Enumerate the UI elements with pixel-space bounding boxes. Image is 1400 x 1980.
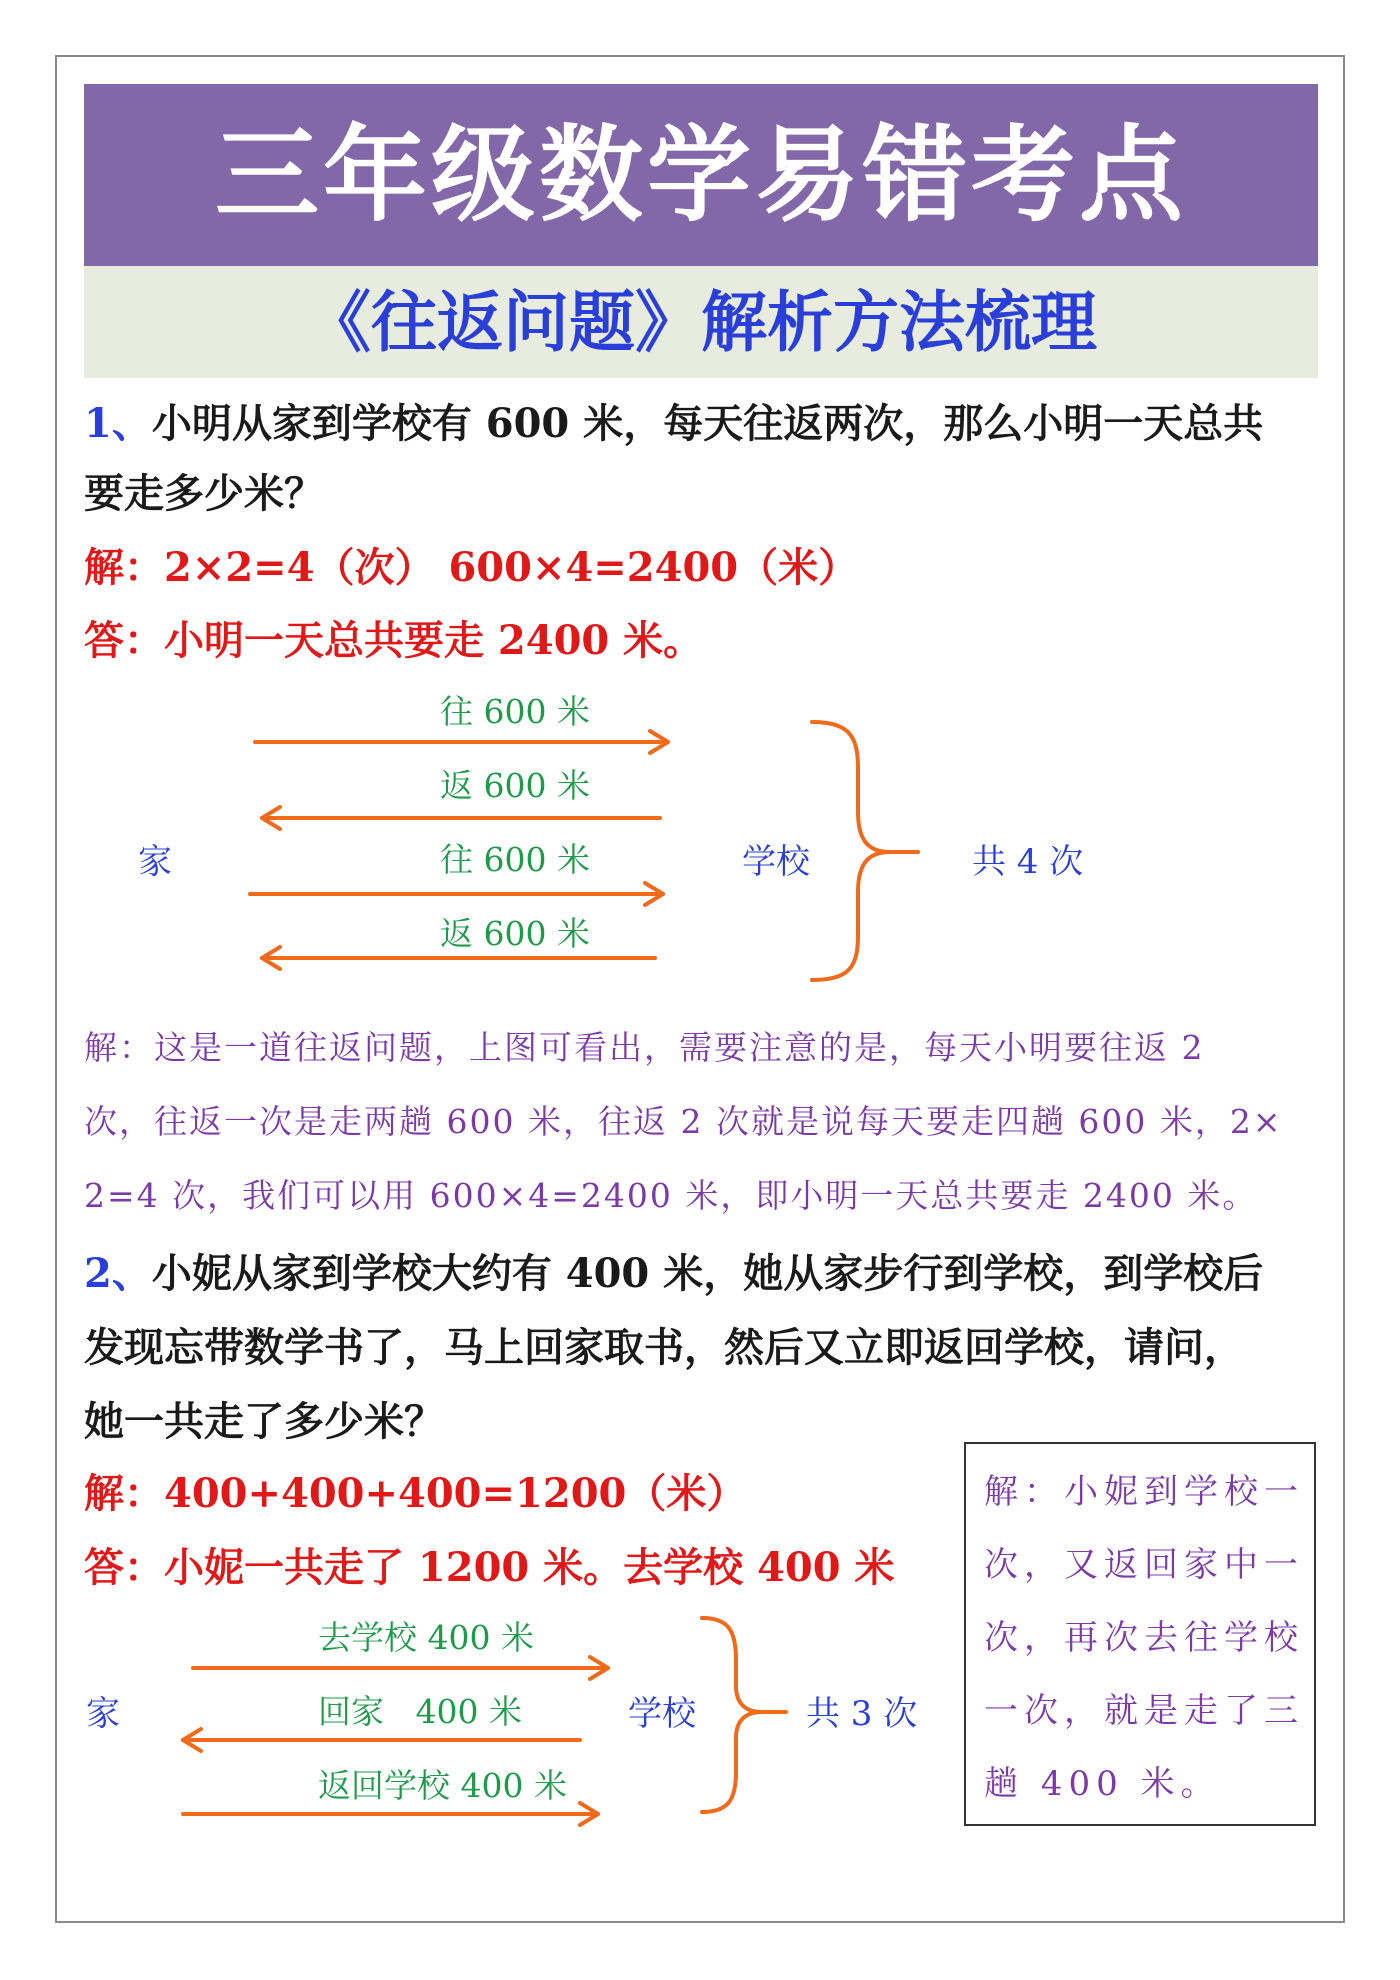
q1-line2: 要走多少米？ bbox=[84, 470, 324, 517]
q2-text-line1: 小妮从家到学校大约有 400 米，她从家步行到学校，到学校后 bbox=[151, 1250, 1264, 1297]
q1-answer: 答：小明一天总共要走 2400 米。 bbox=[84, 617, 704, 664]
page-subtitle: 《往返问题》解析方法梳理 bbox=[84, 266, 1318, 378]
q1-arrow-4 bbox=[262, 947, 655, 969]
q2-home-label: 家 bbox=[86, 1694, 120, 1734]
q2-note-line1: 解：小妮到学校一 bbox=[984, 1472, 1304, 1512]
q1-leg-2-label: 返 600 米 bbox=[440, 766, 590, 805]
q2-school-label: 学校 bbox=[628, 1694, 696, 1734]
q1-leg-1-label: 往 600 米 bbox=[440, 692, 590, 731]
q2-arrow-1 bbox=[193, 1657, 608, 1679]
q2-arrow-3 bbox=[183, 1803, 598, 1825]
q1-brace bbox=[812, 722, 918, 980]
q2-leg-2-label: 回家 400 米 bbox=[318, 1692, 522, 1731]
q1-school-label: 学校 bbox=[742, 842, 810, 882]
q1-arrow-2 bbox=[262, 807, 660, 829]
q2-line2: 发现忘带数学书了，马上回家取书，然后又立即返回学校，请问， bbox=[84, 1324, 1244, 1371]
q2-leg-3-label: 返回学校 400 米 bbox=[318, 1766, 567, 1805]
q1-explain-line2: 次，往返一次是走两趟 600 米，往返 2 次就是说每天要走四趟 600 米，2× bbox=[84, 1102, 1283, 1141]
q2-leg-1-label: 去学校 400 米 bbox=[318, 1618, 534, 1657]
q1-solution: 解：2×2=4（次） 600×4=2400（米） bbox=[84, 544, 859, 591]
q2-number: 2、 bbox=[84, 1250, 152, 1297]
q2-brace bbox=[702, 1618, 786, 1812]
q2-note-line5: 趟 400 米。 bbox=[984, 1764, 1221, 1804]
q2-note-line2: 次，又返回家中一 bbox=[984, 1545, 1304, 1585]
q1-home-label: 家 bbox=[138, 842, 172, 882]
q2-answer: 答：小妮一共走了 1200 米。去学校 400 米 bbox=[84, 1544, 895, 1591]
q2-note-box bbox=[964, 1442, 1316, 1826]
q1-arrow-1 bbox=[255, 731, 668, 753]
q1-leg-3-label: 往 600 米 bbox=[440, 840, 590, 879]
q2-arrow-2 bbox=[183, 1729, 580, 1751]
page-title: 三年级数学易错考点 bbox=[84, 84, 1318, 266]
q2-line3: 她一共走了多少米？ bbox=[84, 1398, 444, 1445]
q1-arrow-3 bbox=[250, 883, 663, 905]
q1-explain-line1: 解：这是一道往返问题，上图可看出，需要注意的是，每天小明要往返 2 bbox=[84, 1028, 1205, 1067]
q2-note-line4: 一次，就是走了三 bbox=[984, 1691, 1304, 1731]
q2-note-line3: 次，再次去往学校 bbox=[984, 1618, 1304, 1658]
q1-explain-line3: 2=4 次，我们可以用 600×4=2400 米，即小明一天总共要走 2400 米。 bbox=[84, 1176, 1258, 1215]
q1-total-label: 共 4 次 bbox=[972, 842, 1084, 882]
q1-text-line1: 小明从家到学校有 600 米，每天往返两次，那么小明一天总共 bbox=[151, 400, 1264, 447]
q2-solution: 解：400+400+400=1200（米） bbox=[84, 1470, 747, 1517]
q2-total-label: 共 3 次 bbox=[806, 1694, 918, 1734]
q1-leg-4-label: 返 600 米 bbox=[440, 914, 590, 953]
q1-number: 1、 bbox=[84, 400, 152, 447]
